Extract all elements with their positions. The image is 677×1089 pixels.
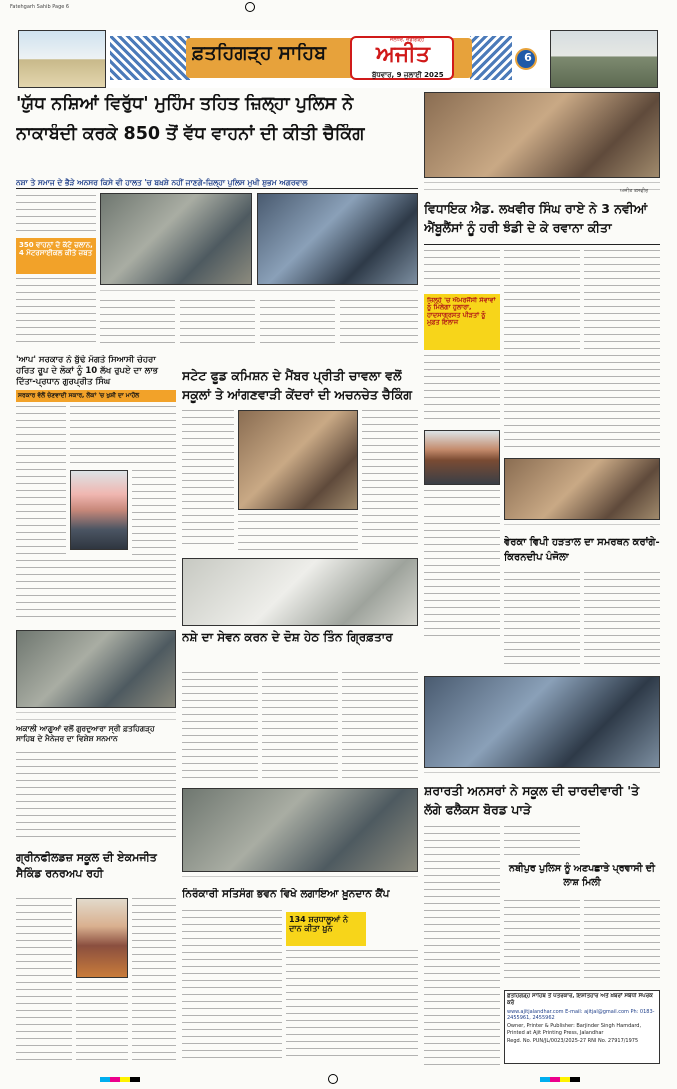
- print-slug: Fatehgarh Sahib Page 6: [10, 4, 70, 10]
- school-headline: ਸ਼ਰਾਰਤੀ ਅਨਸਰਾਂ ਨੇ ਸਕੂਲ ਦੀ ਚਾਰਦੀਵਾਰੀ 'ਤੇ ਲੱਗੇ ਫਲੈਕਸ ਬੋਰਡ ਪਾੜੇ: [424, 783, 640, 817]
- nirankari-photo: [182, 788, 418, 872]
- lead-fact-box: [16, 238, 96, 274]
- lead-text-col-4: [260, 300, 335, 348]
- vip-text-2: [504, 572, 580, 664]
- nabipur-text-2: [584, 900, 660, 982]
- registration-target-bottom-icon: [328, 1074, 338, 1084]
- mid-right-text-1: [424, 355, 500, 425]
- akali-headline: ਅਕਾਲੀ ਆਗੂਆਂ ਵਲੋਂ ਗੁਰਦੁਆਰਾ ਸ੍ਰੀ ਫ਼ਤਹਿਗੜ੍ਹ ਸਾਹਿਬ ਦੇ ਮੈਨੇਜਰ ਦਾ ਵਿਸ਼ੇਸ਼ ਸਨਮਾਨ: [16, 724, 155, 743]
- police-photo-2: [257, 193, 418, 285]
- blood-box: [286, 912, 366, 946]
- page-number: 6: [524, 52, 532, 64]
- greenfield-photo: [76, 898, 128, 978]
- food-headline: ਸਟੇਟ ਫੂਡ ਕਮਿਸ਼ਨ ਦੇ ਮੈਂਬਰ ਪ੍ਰੀਤੀ ਚਾਵਲਾ ਵਲੋਂ ਸਕੂਲਾਂ ਤੇ ਆਂਗਣਵਾੜੀ ਕੇਂਦਰਾਂ ਦੀ ਅਚਨਚੇਤ ਚੈਕਿੰਗ: [182, 368, 412, 403]
- lead-fact-box-text: 350 ਵਾਹਨਾਂ ਦੇ ਕੱਟੇ ਚਲਾਨ, 4 ਮੋਟਰਸਾਈਕਲ ਕੀਤੇ ਜ਼ਬਤ: [19, 241, 93, 258]
- school-photo-caption: [424, 772, 660, 778]
- ambulance-pullquote: ਜ਼ਿਲ੍ਹੇ 'ਚ ਐਮਰਜੈਂਸੀ ਸੇਵਾਵਾਂ ਨੂੰ ਮਿਲੇਗਾ ਹੁਲਾਰਾ, ਹਾਦਸਾਗ੍ਰਸਤ ਪੀੜਤਾਂ ਨੂੰ ਮੁਫ਼ਤ ਇਲਾਜ: [427, 297, 496, 327]
- lead-text-col-1b: [16, 278, 96, 348]
- masthead-date: ਬੁੱਧਵਾਰ, 9 ਜੁਲਾਈ 2025: [372, 71, 444, 79]
- school-text-2: [504, 826, 580, 856]
- masthead-title: ਫ਼ਤਹਿਗੜ੍ਹ ਸਾਹਿਬ: [192, 43, 327, 64]
- akali-photo: [16, 630, 176, 708]
- lead-text-col-5: [340, 300, 418, 348]
- ambulance-rule: [424, 244, 660, 245]
- ambulance-text-2: [504, 250, 580, 350]
- blood-headline: 134 ਸ਼ਰਧਾਲੂਆਂ ਨੇ ਦਾਨ ਕੀਤਾ ਖ਼ੂਨ: [289, 915, 349, 934]
- masthead: [18, 30, 658, 88]
- color-bar-left: [100, 1077, 140, 1082]
- vip-photo-caption: [504, 524, 660, 530]
- paper-name: ਅਜੀਤ: [376, 42, 430, 67]
- addiction-text-2: [262, 672, 338, 782]
- addiction-headline: ਨਸ਼ੇ ਦਾ ਸੇਵਨ ਕਰਨ ਦੇ ਦੋਸ਼ ਹੇਠ ਤਿੰਨ ਗ੍ਰਿਫ਼ਤਾਰ: [182, 630, 393, 644]
- lead-rule: [16, 188, 418, 189]
- nirankari-text-2: [286, 950, 418, 1060]
- aap-text-2: [70, 406, 176, 464]
- greenfield-text-1: [16, 898, 72, 1060]
- lead-text-col-1a: [16, 195, 96, 235]
- edition-line: ਜਲੰਧਰ, ਚੰਡੀਗੜ੍ਹ: [390, 37, 425, 43]
- food-text-1: [182, 410, 234, 550]
- nabipur-text-1: [504, 900, 580, 982]
- lead-headline-2: ਨਾਕਾਬੰਦੀ ਕਰਕੇ 850 ਤੋਂ ਵੱਧ ਵਾਹਨਾਂ ਦੀ ਕੀਤੀ ਚੈਕਿੰਗ: [16, 124, 365, 144]
- nirankari-photo-caption: [182, 876, 418, 882]
- ambulance-credit: ਅਜੀਤ ਤਸਵੀਰ: [620, 188, 649, 194]
- imprint-box: [504, 990, 660, 1064]
- color-bar-right: [540, 1077, 580, 1082]
- lead-text-col-3: [180, 300, 255, 348]
- greenfield-headline: ਗ੍ਰੀਨਫੀਲਡਜ਼ ਸਕੂਲ ਦੀ ਏਕਮਜੀਤ ਸੈਕਿੰਡ ਰਨਰਅਪ ਰਹੀ: [16, 851, 157, 880]
- nabipur-headline: ਨਬੀਪੁਰ ਪੁਲਿਸ ਨੂੰ ਅਣਪਛਾਤੇ ਪ੍ਰਵਾਸੀ ਦੀ ਲਾਸ਼ ਮਿਲੀ: [509, 863, 655, 889]
- lead-headline-1: 'ਯੁੱਧ ਨਸ਼ਿਆਂ ਵਿਰੁੱਧ' ਮੁਹਿੰਮ ਤਹਿਤ ਜ਼ਿਲ੍ਹਾ ਪੁਲਿਸ ਨੇ: [16, 94, 354, 114]
- ambulance-headline: ਵਿਧਾਇਕ ਐਡ. ਲਖਵੀਰ ਸਿੰਘ ਰਾਏ ਨੇ 3 ਨਵੀਆਂ ਐਂਬੂਲੈਂਸਾਂ ਨੂੰ ਹਰੀ ਝੰਡੀ ਦੇ ਕੇ ਰਵਾਨਾ ਕੀਤਾ: [424, 201, 648, 235]
- food-text-2: [362, 410, 418, 550]
- lead-photo-caption: [100, 290, 418, 295]
- mid-right-text-3: [504, 355, 660, 451]
- lead-text-col-2: [100, 300, 175, 348]
- mid-right-text-2: [424, 490, 500, 510]
- aap-headline: 'ਆਪ' ਸਰਕਾਰ ਨੇ ਬੁੱਢੇ ਮੰਗਤੇ ਸਿਆਸੀ ਚੇਹਰਾ ਹਰਿਤ ਰੂਪ ਦੇ ਲੋਕਾਂ ਨੂੰ 10 ਲੱਖ ਰੁਪਏ ਦਾ ਲਾਭ ਦਿੱਤਾ-ਪ੍ਰਧਾਨ ਗੁਰਪ੍ਰੀਤ ਸਿੰਘ: [16, 355, 158, 388]
- ambulance-text-3: [584, 250, 660, 350]
- greenfield-text-2: [132, 898, 176, 1060]
- food-photo: [238, 410, 358, 510]
- vip-text-1: [424, 516, 500, 636]
- banner-left-motif: [110, 36, 190, 80]
- school-text-1: [424, 826, 500, 1066]
- vip-text-3: [584, 572, 660, 664]
- aap-subhead: ਸਰਕਾਰ ਵੱਲੋਂ ਚੋਣਵਾਦੀ ਸਕਾਰ, ਲੋਕਾਂ 'ਚ ਖੁਸ਼ੀ ਦਾ ਮਾਹੌਲ: [16, 390, 176, 402]
- banner-right-motif: [470, 36, 512, 80]
- addiction-text-1: [182, 672, 258, 782]
- greenfield-text-3: [76, 982, 128, 1060]
- nirankari-headline: ਨਿਰੰਕਾਰੀ ਸਤਿਸੰਗ ਭਵਨ ਵਿਖੇ ਲਗਾਇਆ ਖ਼ੂਨਦਾਨ ਕੈਂਪ: [182, 888, 390, 900]
- aap-text-1: [16, 406, 66, 556]
- mid-right-portrait: [424, 430, 500, 485]
- school-photo: [424, 676, 660, 768]
- imprint-phone: www.ajitjalandhar.com E-mail: ajitjal@gmail.com Ph: 0183-2455961, 2455962: [507, 1008, 655, 1021]
- akali-text: [16, 752, 176, 838]
- registration-target-icon: [245, 2, 255, 12]
- police-photo-1: [100, 193, 252, 285]
- gurdwara-photo-icon: [18, 30, 106, 88]
- aap-text-3: [132, 470, 176, 555]
- fort-photo-icon: [550, 30, 658, 88]
- vip-headline: ਵੇਰਕਾ ਵਿਪੀ ਹੜਤਾਲ ਦਾ ਸਮਰਥਨ ਕਰਾਂਗੇ-ਕਿਰਨਦੀਪ ਪੰਜੋਲਾ: [504, 537, 660, 563]
- addiction-text-3: [342, 672, 418, 782]
- imprint-line-3: Owner, Printer & Publisher: Barjinder Singh Hamdard, Printed at Ajit Printing Press, Jalandhar: [507, 1023, 642, 1036]
- nirankari-text-1: [182, 910, 282, 1060]
- akali-photo-caption: [16, 712, 176, 722]
- vip-photo: [504, 458, 660, 520]
- lead-subhead: ਨਸ਼ਾ ਤੇ ਸਮਾਜ ਦੇ ਭੈੜੇ ਅਨਸਰ ਕਿਸੇ ਵੀ ਹਾਲਤ 'ਚ ਬਖ਼ਸ਼ੇ ਨਹੀਂ ਜਾਣਗੇ-ਜ਼ਿਲ੍ਹਾ ਪੁਲਿਸ ਮੁਖੀ ਸ਼ੁਭਮ ਅਗਰਵਾਲ: [16, 178, 308, 187]
- imprint-line-1: ਫ਼ਤਹਿਗੜ੍ਹ ਸਾਹਿਬ ਤੋਂ ਪੱਤਰਕਾਰ, ਇਸ਼ਤਿਹਾਰ ਅਤੇ ਖ਼ਬਰਾਂ ਸਬੰਧੀ ਸੰਪਰਕ ਕਰੋ: [507, 993, 653, 1006]
- food-photo-2: [182, 558, 418, 626]
- aap-text-4: [16, 560, 176, 620]
- ambulance-text-1: [424, 250, 500, 290]
- ambulance-photo: [424, 92, 660, 178]
- food-text-3: [238, 514, 358, 550]
- ambulance-pullquote-box: [424, 294, 500, 350]
- imprint-line-4: Regd. No. PUN/JL/0023/2025-27 RNI No. 27917/1975: [507, 1037, 639, 1044]
- aap-portrait: [70, 470, 128, 550]
